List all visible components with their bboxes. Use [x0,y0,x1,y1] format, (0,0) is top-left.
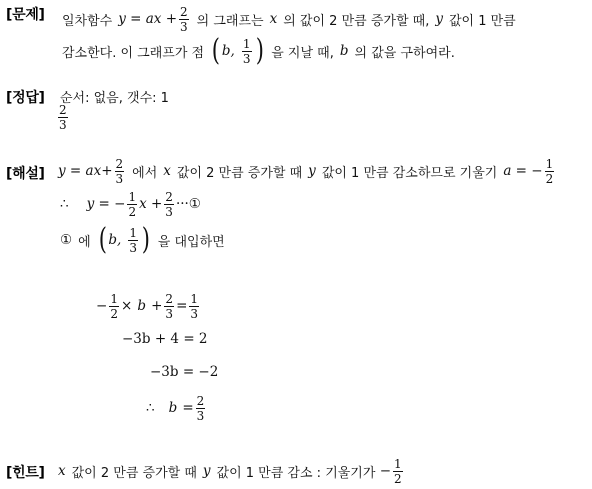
label-answer: [정답] [6,90,45,106]
label-solution: [해설] [6,166,45,182]
problem-text-2: 의 그래프는 [196,13,264,29]
problem-text-1: 일차함수 [62,13,113,29]
solution-line-2: ∴ y = − $\frac{1}{2}$ x + $\frac{2}{3}$ ···① [60,189,201,219]
equation-1: − $\frac{1}{2}$ × b + $\frac{2}{3}$ = $\frac{1}{3}$ [96,291,199,321]
solution-line-1: y = ax+ $\frac{2}{3}$ 에서 x 값이 2 만큼 증가할 때 y 값이 1 만큼 감소하므로 기울기 a = − $\frac{1}{2}$ [58,156,554,186]
hint-line: x 값이 2 만큼 증가할 때 y 값이 1 만큼 감소 : 기울기가 − $\frac{1}{2}$ [58,456,402,486]
solution-text-4: 에 [78,234,91,250]
answer-meta [60,87,169,106]
circled-one: ① [60,232,73,248]
hint-text-2: 값이 1 만큼 감소 : 기울기가 [216,465,376,481]
problem-var-x: x [269,11,278,27]
problem-line-2: 감소한다. 이 그래프가 점 ( b, $\frac{1}{3}$ ) 을 지날 때, b 의 값을 구하여라. [62,33,455,68]
hint-text-1: 값이 2 만큼 증가할 때 [71,465,197,481]
problem-text-5: 감소한다. 이 그래프가 점 [62,45,205,61]
problem-fraction: $\frac{2}{3}$ [180,4,188,34]
answer-denominator: 3 [59,118,67,132]
problem-text-7: 의 값을 구하여라. [354,45,455,61]
answer-value [56,104,70,131]
answer-numerator: 2 [59,103,67,117]
equation-ref-1: ···① [175,196,201,212]
label-problem: [문제] [6,7,45,23]
solution-text-2: 값이 2 만큼 증가할 때 [176,165,303,181]
problem-var-y: y [435,11,443,27]
problem-line-1 [62,2,516,36]
problem-text-3: 의 값이 2 만큼 증가할 때, [283,13,430,29]
therefore-symbol: ∴ [60,196,69,212]
equation-2: −3b + 4 = 2 [122,331,208,347]
answer-fraction [58,104,68,131]
answer-meta-text: 순서: 없음, 갯수: 1 [60,91,169,106]
equation-4: ∴ b = $\frac{2}{3}$ [146,393,205,423]
problem-text-6: 을 지날 때, [271,45,334,61]
solution-line-3: ① 에 ( b, $\frac{1}{3}$ ) 을 대입하면 [60,222,225,257]
problem-text-4: 값이 1 만큼 [448,13,516,29]
solution-text-1: 에서 [132,165,158,181]
solution-text-5: 을 대입하면 [157,234,225,250]
equation-3: −3b = −2 [150,364,219,380]
solution-text-3: 값이 1 만큼 감소하므로 기울기 [321,165,498,181]
label-hint: [힌트] [6,465,45,481]
problem-equation: y = ax + [118,11,178,27]
